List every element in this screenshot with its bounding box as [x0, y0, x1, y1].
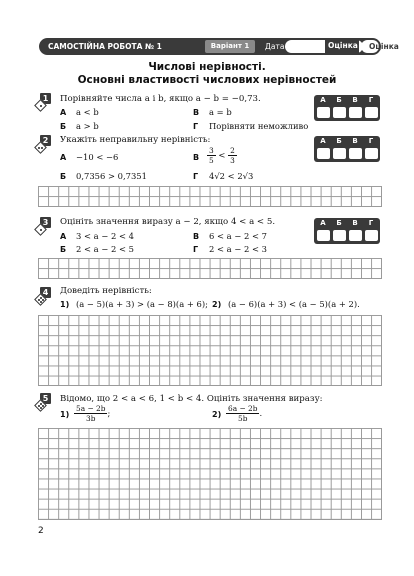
task-2-option-v: $\frac{3}{5}$ < $\frac{2}{3}$ [209, 146, 235, 165]
answer-cell-b[interactable] [333, 148, 346, 159]
answer-cell-g[interactable] [365, 107, 378, 118]
page-subtitle: Основні властивості числових нерівностей [77, 74, 337, 86]
task-5-item-2: $\frac{6a - 2b}{5b}$ . [228, 404, 263, 423]
task-5-item-2-label: 2) [212, 410, 222, 419]
answer-cell-g[interactable] [365, 148, 378, 159]
task-1-option-b-label: Б [60, 122, 67, 131]
date-label: Дата [265, 42, 285, 51]
task-3-option-v-label: В [193, 232, 200, 241]
task-5-number: 5 [36, 393, 52, 409]
answer-cell-v[interactable] [349, 148, 362, 159]
task-5-item-1-label: 1) [60, 410, 70, 419]
task-4-question: Доведіть нерівність: [60, 286, 152, 296]
task-1-option-v-label: В [193, 108, 200, 117]
answer-cell-v[interactable] [349, 230, 362, 241]
task-5-item-1: $\frac{5a - 2b}{3b}$ ; [76, 404, 111, 423]
task-2-work-grid[interactable] [38, 186, 382, 207]
task-2-option-a-label: А [60, 153, 67, 162]
task-2-number: 2 [36, 135, 52, 151]
page-title: Числові нерівності. [148, 61, 266, 73]
task-4-item-2: (a − 6)(a + 3) < (a − 5)(a + 2). [228, 299, 360, 309]
task-3-option-a-label: А [60, 232, 67, 241]
answer-cell-b[interactable] [333, 230, 346, 241]
task-3-question: Оцініть значення виразу a − 2, якщо 4 < a < 5. [60, 217, 276, 227]
task-4-item-1-label: 1) [60, 300, 70, 309]
task-1-option-b: a > b [76, 121, 99, 131]
task-4-item-1: (a − 5)(a + 3) > (a − 8)(a + 6); [76, 299, 208, 309]
task-2-question: Укажіть неправильну нерівність: [60, 135, 211, 145]
answer-cell-a[interactable] [317, 230, 330, 241]
answer-cell-g[interactable] [365, 230, 378, 241]
task-4-number: 4 [36, 287, 52, 303]
task-2-option-g-label: Г [193, 172, 199, 181]
page-number: 2 [38, 526, 44, 536]
task-2-option-b: 0,7356 > 0,7351 [76, 171, 147, 181]
task-3-option-g-label: Г [193, 245, 199, 254]
task-1-number: 1 [36, 93, 52, 109]
task-3-work-grid[interactable] [38, 258, 382, 279]
work-label: САМОСТІЙНА РОБОТА № 1 [48, 42, 162, 51]
task-1-option-g: Порівняти неможливо [209, 121, 309, 131]
task-1-option-g-label: Г [193, 122, 199, 131]
answer-cell-v[interactable] [349, 107, 362, 118]
task-5-question: Відомо, що 2 < a < 6, 1 < b < 4. Оцініть значення виразу: [60, 394, 323, 404]
task-3-option-b: 2 < a − 2 < 5 [76, 244, 135, 254]
answer-cell-a[interactable] [317, 148, 330, 159]
task-3-option-v: 6 < a − 2 < 7 [209, 231, 268, 241]
task-4-work-grid[interactable] [38, 315, 382, 386]
task-2-option-g: 4√2 < 2√3 [209, 171, 254, 181]
task-3-answer-box: А Б В Г [314, 218, 380, 244]
task-2-option-v-label: В [193, 153, 200, 162]
task-3-option-g: 2 < a − 2 < 3 [209, 244, 268, 254]
task-3-number: 3 [36, 217, 52, 233]
task-1-answer-box: А Б В Г [314, 95, 380, 121]
grade-label: Оцінка [369, 42, 399, 51]
task-2-answer-box: А Б В Г [314, 136, 380, 162]
task-1-question: Порівняйте числа a і b, якщо a − b = −0,73. [60, 94, 261, 104]
task-1-option-a-label: А [60, 108, 67, 117]
task-2-option-a: −10 < −6 [76, 152, 119, 162]
task-3-option-b-label: Б [60, 245, 67, 254]
answer-cell-b[interactable] [333, 107, 346, 118]
grade-caption: Оцінка [328, 41, 358, 50]
task-1-option-v: a = b [209, 107, 232, 117]
answer-cell-a[interactable] [317, 107, 330, 118]
task-1-option-a: a < b [76, 107, 99, 117]
task-4-item-2-label: 2) [212, 300, 222, 309]
task-3-option-a: 3 < a − 2 < 4 [76, 231, 135, 241]
variant-label: Варіант 1 [205, 40, 255, 53]
task-2-option-b-label: Б [60, 172, 67, 181]
task-5-work-grid[interactable] [38, 428, 382, 520]
